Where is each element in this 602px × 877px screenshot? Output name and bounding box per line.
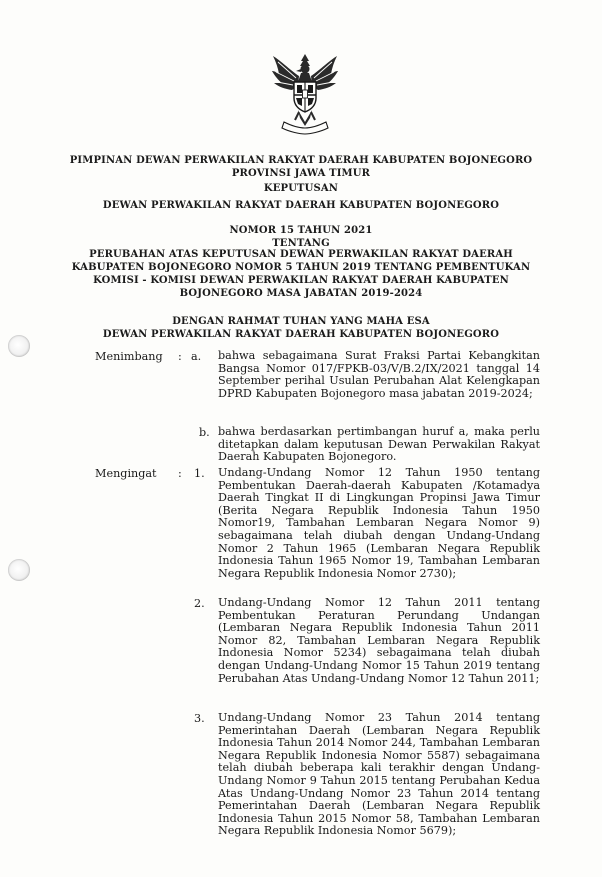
menimbang-marker-a: a. (191, 350, 202, 363)
blessing-line-1: DENGAN RAHMAT TUHAN YANG MAHA ESA (172, 316, 430, 327)
mengingat-marker-2: 2. (194, 597, 205, 610)
mengingat-marker-3: 3. (194, 712, 205, 725)
decree-number-block (0, 224, 602, 250)
decree-title (0, 182, 602, 212)
punch-hole-bottom (8, 559, 30, 581)
mengingat-item-1: Undang-Undang Nomor 12 Tahun 1950 tentang Pembentukan Daerah-daerah Kabupaten /Kotamadya Daerah Tingkat II di Lingkungan Propinsi Jawa Timur (Berita Negara Republik Indonesia Tahun 1950 Nomor19, Tambahan Lembaran Negara Nomor 9) sebagaimana telah diubah dengan Undang-Undang Nomor 2 Tahun 1965 (Lembaran Negara Republik Indonesia Tahun 1965 Nomor 19, Tambahan Lembaran Negara Republik Indonesia Nomor 2730); (218, 466, 540, 580)
mengingat-colon: : (178, 467, 182, 480)
menimbang-item-b: bahwa berdasarkan pertimbangan huruf a, maka perlu ditetapkan dalam keputusan Dewan Perwakilan Rakyat Daerah Kabupaten Bojonegoro. (218, 425, 540, 464)
mengingat-item-2: Undang-Undang Nomor 12 Tahun 2011 tentang Pembentukan Peraturan Perundang Undangan (Lembaran Negara Republik Indonesia Tahun 2011 Nomor 82, Tambahan Lembaran Negara Republik Indonesia Nomor 5234) sebagaimana telah diubah dengan Undang-Undang Nomor 15 Tahun 2019 tentang Perubahan Atas Undang-Undang Nomor 12 Tahun 2011; (218, 596, 540, 685)
subject-line-4: BOJONEGORO MASA JABATAN 2019-2024 (179, 288, 423, 299)
mengingat-marker-1: 1. (194, 467, 205, 480)
menimbang-marker-b: b. (199, 426, 210, 439)
mengingat-item-3: Undang-Undang Nomor 23 Tahun 2014 tentang Pemerintahan Daerah (Lembaran Negara Republik Indonesia Tahun 2014 Nomor 244, Tambahan Lembaran Negara Republik Indonesia Nomor 5587) sebagaimana telah diubah beberapa kali terakhir dengan Undang-Undang Nomor 9 Tahun 2015 tentang Perubahan Kedua Atas Undang-Undang Nomor 23 Tahun 2014 tentang Pemerintahan Daerah (Lembaran Negara Republik Indonesia Tahun 2015 Nomor 58, Tambahan Lembaran Negara Republik Indonesia Nomor 5679); (218, 711, 540, 838)
garuda-emblem-icon (270, 52, 340, 136)
institution-line-1: PIMPINAN DEWAN PERWAKILAN RAKYAT DAERAH KABUPATEN BOJONEGORO (69, 155, 533, 166)
blessing-line-2: DEWAN PERWAKILAN RAKYAT DAERAH KABUPATEN BOJONEGORO (102, 329, 500, 340)
blessing-block (0, 315, 602, 341)
decree-about: TENTANG (272, 238, 330, 249)
menimbang-label: Menimbang (95, 350, 163, 363)
decree-label: KEPUTUSAN (263, 183, 339, 194)
decree-number: NOMOR 15 TAHUN 2021 (229, 225, 373, 236)
mengingat-label: Mengingat (95, 467, 157, 480)
institution-header (0, 154, 602, 180)
menimbang-colon: : (178, 350, 182, 363)
decree-subject (0, 248, 602, 300)
subject-line-3: KOMISI - KOMISI DEWAN PERWAKILAN RAKYAT DAERAH KABUPATEN (93, 275, 509, 286)
subject-line-2: KABUPATEN BOJONEGORO NOMOR 5 TAHUN 2019 TENTANG PEMBENTUKAN (71, 262, 531, 273)
decree-body: DEWAN PERWAKILAN RAKYAT DAERAH KABUPATEN BOJONEGORO (102, 200, 500, 211)
subject-line-1: PERUBAHAN ATAS KEPUTUSAN DEWAN PERWAKILAN RAKYAT DAERAH (89, 249, 513, 260)
institution-line-2: PROVINSI JAWA TIMUR (231, 168, 371, 179)
menimbang-item-a: bahwa sebagaimana Surat Fraksi Partai Kebangkitan Bangsa Nomor 017/FPKB-03/V/B.2/IX/2021 tanggal 14 September perihal Usulan Perubahan Alat Kelengkapan DPRD Kabupaten Bojonegoro masa jabatan 2019-2024; (218, 349, 540, 400)
